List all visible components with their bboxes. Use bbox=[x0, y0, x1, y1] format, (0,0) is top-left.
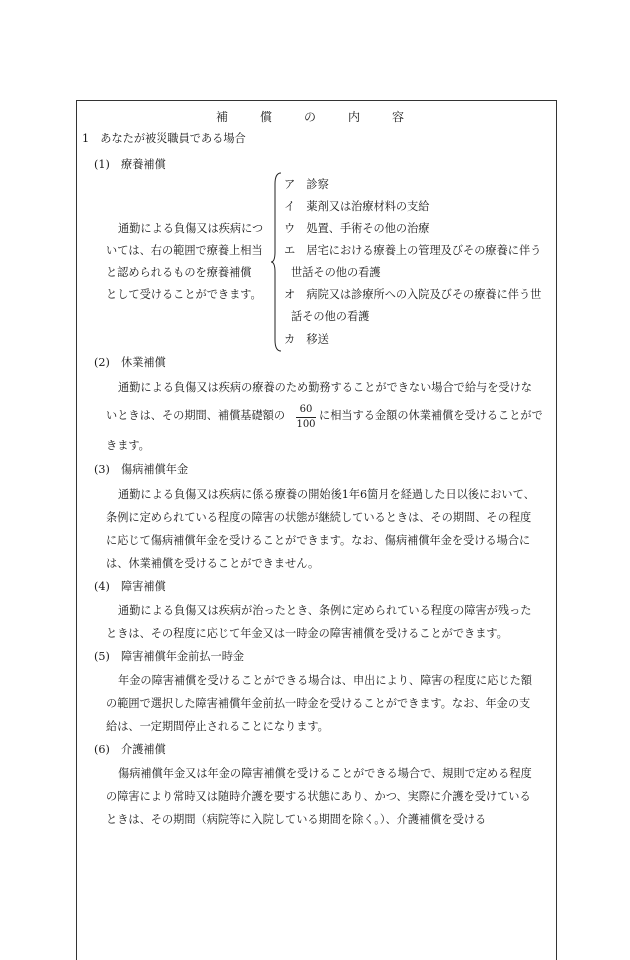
s3-heading: (3) 傷病補償年金 bbox=[94, 463, 189, 476]
section-1-title: 1 あなたが被災職員である場合 bbox=[82, 132, 246, 145]
s5-line-3: 給は、一定期間停止されることになります。 bbox=[106, 720, 329, 733]
s5-line-2: の範囲で選択した障害補償年金前払一時金を受けることができます。なお、年金の支 bbox=[106, 697, 531, 710]
s1-item-e-cont: 世話その他の看護 bbox=[291, 266, 381, 279]
s4-line-2: ときは、その程度に応じて年金又は一時金の障害補償を受けることができます。 bbox=[106, 627, 508, 640]
s5-line-1: 年金の障害補償を受けることができる場合は、申出により、障害の程度に応じた額 bbox=[118, 674, 532, 687]
s2-line-2a: いときは、その期間、補償基礎額の bbox=[106, 409, 286, 422]
fraction-bar bbox=[296, 417, 316, 418]
s1-left-line-3: と認められるものを療養補償 bbox=[106, 266, 252, 279]
s2-line-2b: に相当する金額の休業補償を受けることがで bbox=[319, 409, 543, 422]
curly-brace bbox=[271, 172, 283, 352]
s2-line-3: きます。 bbox=[106, 439, 150, 452]
s1-item-ka: カ 移送 bbox=[284, 333, 329, 346]
s1-item-u: ウ 処置、手術その他の治療 bbox=[284, 222, 430, 235]
s1-item-o-cont: 話その他の看護 bbox=[291, 310, 370, 323]
s1-left-line-1: 通勤による負傷又は疾病につ bbox=[118, 222, 264, 235]
s1-item-o: オ 病院又は診療所への入院及びその療養に伴う世 bbox=[284, 288, 542, 301]
s1-item-a: ア 診察 bbox=[284, 178, 329, 191]
s1-left-line-2: いては、右の範囲で療養上相当 bbox=[106, 244, 263, 257]
s2-line-1: 通勤による負傷又は疾病の療養のため勤務することができない場合で給与を受けな bbox=[118, 381, 532, 394]
s1-item-i: イ 薬剤又は治療材料の支給 bbox=[284, 200, 430, 213]
s3-line-3: に応じて傷病補償年金を受けることができます。なお、傷病補償年金を受ける場合に bbox=[106, 534, 531, 547]
s3-line-2: 条例に定められている程度の障害の状態が継続しているときは、その期間、その程度 bbox=[106, 511, 532, 524]
s1-heading: (1) 療養補償 bbox=[94, 158, 166, 171]
s6-line-1: 傷病補償年金又は年金の障害補償を受けることができる場合で、規則で定める程度 bbox=[118, 767, 532, 780]
fraction-denominator: 100 bbox=[296, 419, 316, 430]
s5-heading: (5) 障害補償年金前払一時金 bbox=[94, 650, 245, 663]
s6-line-2: の障害により常時又は随時介護を要する状態にあり、かつ、実際に介護を受けている bbox=[106, 790, 531, 803]
s4-line-1: 通勤による負傷又は疾病が治ったとき、条例に定められている程度の障害が残った bbox=[118, 604, 532, 617]
s6-heading: (6) 介護補償 bbox=[94, 743, 166, 756]
s1-item-e: エ 居宅における療養上の管理及びその療養に伴う bbox=[284, 244, 542, 257]
fraction-numerator: 60 bbox=[299, 404, 313, 415]
s3-line-1: 通勤による負傷又は疾病に係る療養の開始後1年6箇月を経過した日以後において、 bbox=[118, 488, 535, 501]
s2-heading: (2) 休業補償 bbox=[94, 356, 166, 369]
s3-line-4: は、休業補償を受けることができません。 bbox=[106, 557, 320, 570]
s1-left-line-4: として受けることができます。 bbox=[106, 288, 262, 301]
page-header: 補 償 の 内 容 bbox=[215, 110, 414, 124]
s6-line-3: ときは、その期間（病院等に入院している期間を除く。）、介護補償を受ける bbox=[106, 813, 487, 826]
s4-heading: (4) 障害補償 bbox=[94, 580, 166, 593]
fraction bbox=[296, 404, 316, 431]
